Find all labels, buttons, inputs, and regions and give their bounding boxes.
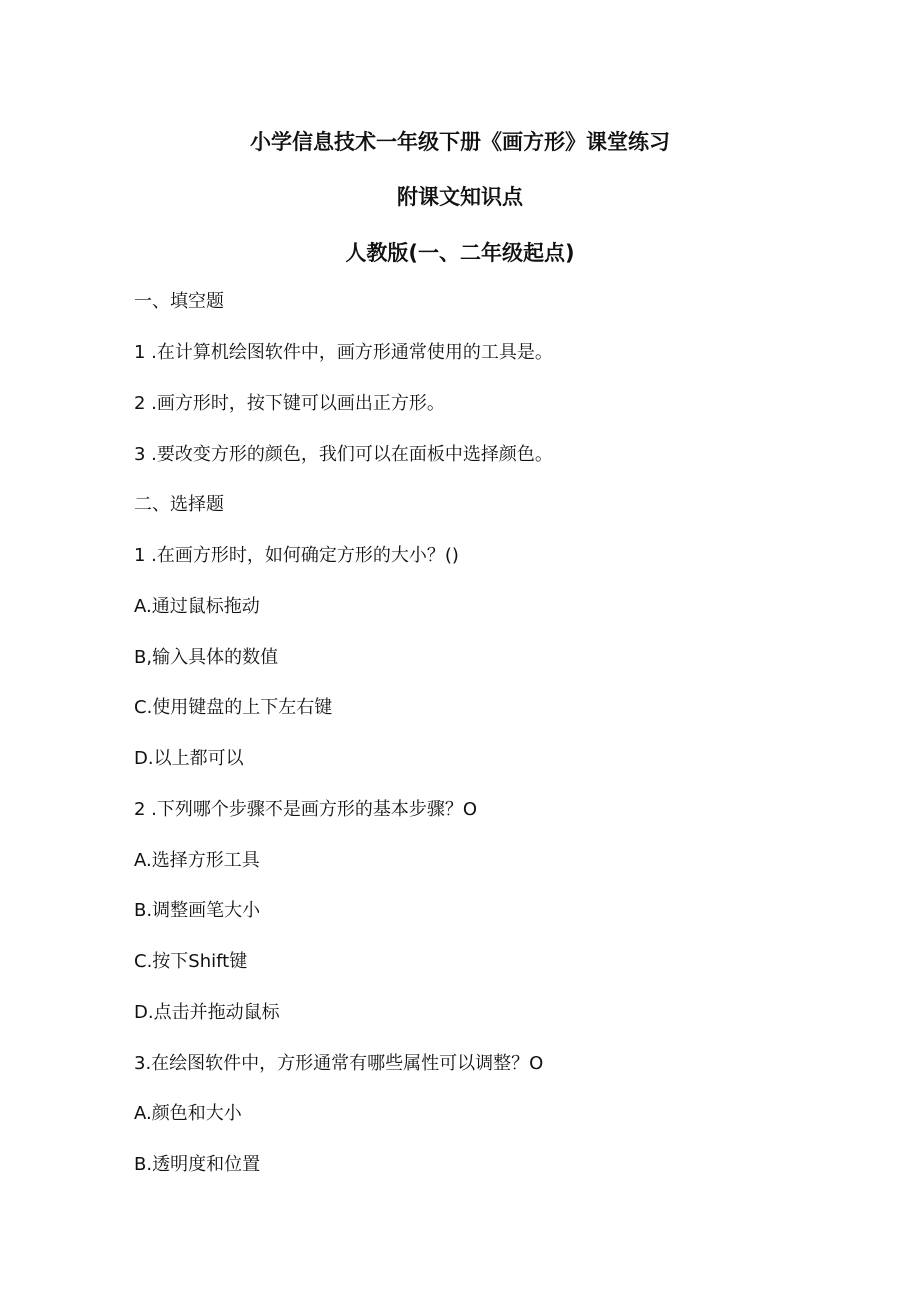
choice-q1-option-c: C.使用键盘的上下左右键 (134, 697, 333, 718)
section-heading-choice: 二、选择题 (134, 494, 224, 515)
choice-q2-option-b: B.调整画笔大小 (134, 900, 261, 921)
choice-q2-option-c: C.按下Shift键 (134, 951, 248, 972)
choice-q2-option-a: A.选择方形工具 (134, 850, 260, 871)
choice-q1-option-d: D.以上都可以 (134, 748, 244, 769)
fill-blank-question-2: 2 .画方形时，按下键可以画出正方形。 (134, 393, 445, 414)
choice-q3-option-b: B.透明度和位置 (134, 1154, 261, 1175)
fill-blank-question-3: 3 .要改变方形的颜色，我们可以在面板中选择颜色。 (134, 444, 553, 465)
choice-q3-option-a: A.颜色和大小 (134, 1103, 242, 1124)
choice-q2-option-d: D.点击并拖动鼠标 (134, 1002, 280, 1023)
section-heading-fill-blank: 一、填空题 (134, 291, 224, 312)
fill-blank-question-1: 1 .在计算机绘图软件中，画方形通常使用的工具是。 (134, 342, 553, 363)
document-subtitle: 附课文知识点 (397, 185, 523, 209)
document-title: 小学信息技术一年级下册《画方形》课堂练习 (250, 130, 670, 154)
document-edition: 人教版(一、二年级起点) (345, 241, 575, 265)
choice-question-2: 2 .下列哪个步骤不是画方形的基本步骤？O (134, 799, 478, 820)
choice-q1-option-b: B,输入具体的数值 (134, 647, 279, 668)
choice-question-1: 1 .在画方形时，如何确定方形的大小？() (134, 545, 459, 566)
choice-question-3: 3.在绘图软件中，方形通常有哪些属性可以调整？O (134, 1053, 544, 1074)
choice-q1-option-a: A.通过鼠标拖动 (134, 596, 260, 617)
